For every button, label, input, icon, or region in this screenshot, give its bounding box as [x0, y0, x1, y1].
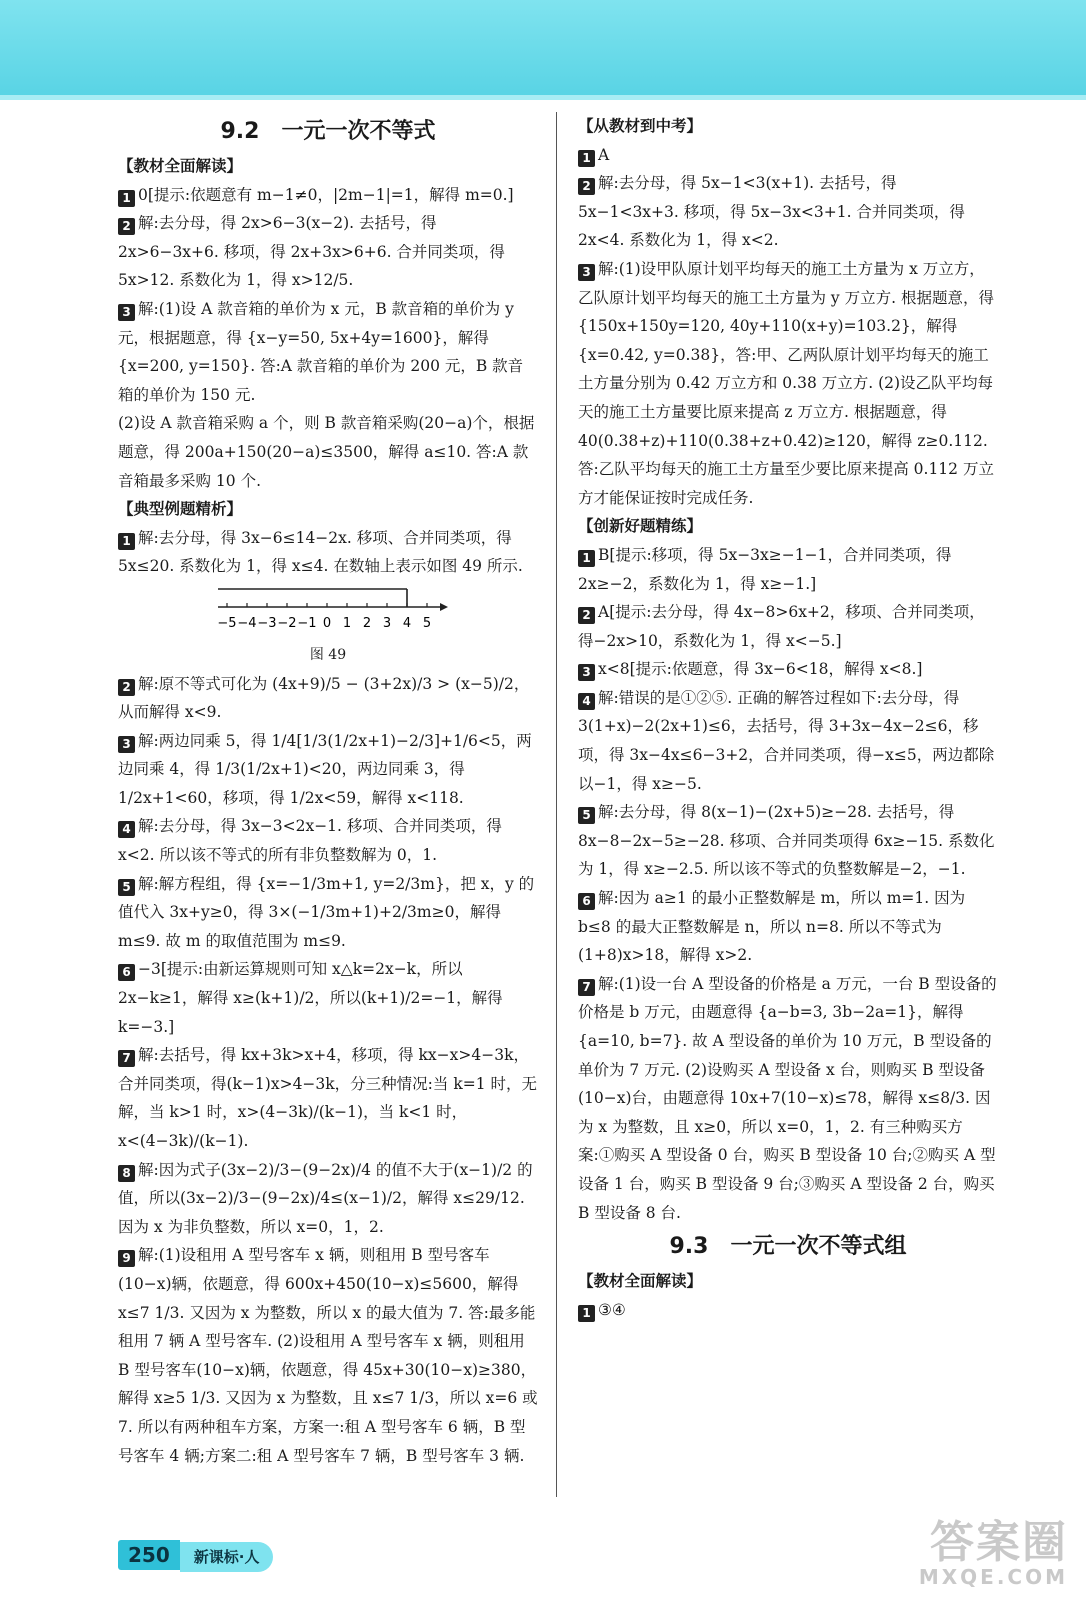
tick-label: −5 [217, 615, 237, 631]
number-badge-icon: 1 [578, 150, 595, 167]
number-badge-icon: 8 [118, 1165, 135, 1182]
number-badge-icon: 3 [578, 664, 595, 681]
tick-label: 2 [362, 615, 372, 631]
answer-item: 2 解:原不等式可化为 (4x+9)/5 − (3+2x)/3 > (x−5)/2，从而解得 x<9. [118, 674, 530, 722]
answer-item: 3 解:(1)设 A 款音箱的单价为 x 元，B 款音箱的单价为 y 元，根据题意，得 {x−y=50, 5x+4y=1600}，解得 {x=200, y=150}. 答:A 款音箱的单价为 200 元，B 款音箱的单价为 150 元. [118, 299, 524, 404]
column-divider [556, 112, 557, 1497]
answer-item: 1 A [578, 141, 998, 170]
answer-item: 4 解:去分母，得 3x−3<2x−1. 移项、合并同类项，得 x<2. 所以该不等式的所有非负整数解为 0，1. [118, 817, 502, 865]
right-column [578, 112, 998, 1324]
answer-item: 8 解:因为式子(3x−2)/3−(9−2x)/4 的值不大于(x−1)/2 的值，所以(3x−2)/3−(9−2x)/4≤(x−1)/2，解得 x≤29/12. 因为 x 为非负整数，所以 x=0，1，2. [118, 1160, 533, 1236]
answer-item: 1 解:去分母，得 3x−6≤14−2x. 移项、合并同类项，得 5x≤20. 系数化为 1，得 x≤4. 在数轴上表示如图 49 所示. [118, 528, 523, 576]
answer-item: 7 解:(1)设一台 A 型设备的价格是 a 万元，一台 B 型设备的价格是 b 万元，由题意得 {a−b=3, 3b−2a=1}，解得 {a=10, b=7}. 故 A 型设备的单价为 10 万元，B 型设备的单价为 7 万元. (2)设购买 A 型设备 x 台，则购买 B 型设备(10−x)台，由题意得 10x+7(10−x)≤78，解得 x≤8/3. 因为 x 为整数，且 x≥0，所以 x=0，1，2. 有三种购买方案:①购买 A 型设备 0 台，购买 B 型设备 10 台;②购买 A 型设备 1 台，购买 B 型设备 9 台;③购买 A 型设备 2 台，购买 B 型设备 8 台. [578, 974, 997, 1222]
answer-item: 3 解:两边同乘 5，得 1/4[1/3(1/2x+1)−2/3]+1/6<5，两边同乘 4，得 1/3(1/2x+1)<20，两边同乘 3，得 1/2x+1<60，移项，得 1/2x<59，解得 x<118. [118, 731, 532, 807]
number-badge-icon: 3 [578, 264, 595, 281]
number-badge-icon: 1 [578, 550, 595, 567]
number-badge-icon: 5 [118, 879, 135, 896]
number-badge-icon: 1 [118, 190, 135, 207]
number-badge-icon: 3 [118, 736, 135, 753]
page-number: 250 [118, 1540, 180, 1570]
figure-caption: 图 49 [309, 646, 347, 663]
tick-label: 4 [402, 615, 412, 631]
subheading-examples: 【典型例题精析】 [118, 500, 243, 519]
number-badge-icon: 5 [578, 807, 595, 824]
answer-item: 1 0[提示:依题意有 m−1≠0，|2m−1|=1，解得 m=0.] [118, 181, 538, 210]
tick-label: 5 [422, 615, 432, 631]
number-badge-icon: 4 [578, 693, 595, 710]
number-badge-icon: 2 [118, 679, 135, 696]
number-badge-icon: 1 [118, 533, 135, 550]
page-footer [118, 1540, 273, 1570]
number-badge-icon: 2 [578, 607, 595, 624]
answer-item: 3 x<8[提示:依题意，得 3x−6<18，解得 x<8.] [578, 655, 998, 684]
subheading-textbook: 【教材全面解读】 [118, 157, 243, 175]
answer-item: 2 解:去分母，得 2x>6−3(x−2). 去括号，得 2x>6−3x+6. 移项，得 2x+3x>6+6. 合并同类项，得 5x>12. 系数化为 1，得 x>12/5. [118, 214, 505, 290]
number-badge-icon: 3 [118, 304, 135, 321]
answer-item: 3 解:(1)设甲队原计划平均每天的施工土方量为 x 万立方，乙队原计划平均每天的施工土方量为 y 万立方. 根据题意，得 {150x+150y=120, 40y+110(x+y)=103.2}，解得 {x=0.42, y=0.38}，答:甲、乙两队原计划平均每天的施工土方量分别为 0.42 万立方和 0.38 万立方. (2)设乙队平均每天的施工土方量要比原来提高 z 万立方. 根据题意，得 40(0.38+z)+110(0.38+z+0.42)≥120，解得 z≥0.112. 答:乙队平均每天的施工土方量至少要比原来提高 0.112 万立方才能保证按时完成任务. [578, 259, 994, 507]
number-badge-icon: 6 [578, 893, 595, 910]
answer-item: 6 解:因为 a≥1 的最小正整数解是 m，所以 m=1. 因为 b≤8 的最大正整数解是 n，所以 n=8. 所以不等式为(1+8)x>18，解得 x>2. [578, 889, 966, 965]
answer-item: 6 −3[提示:由新运算规则可知 x△k=2x−k，所以 2x−k≥1，解得 x≥(k+1)/2，所以(k+1)/2=−1，解得 k=−3.] [118, 960, 503, 1036]
subheading-innovation: 【创新好题精练】 [578, 517, 703, 536]
number-line-svg [208, 587, 448, 635]
number-badge-icon: 1 [578, 1305, 595, 1322]
answer-item: 7 解:去括号，得 kx+3k>x+4，移项，得 kx−x>4−3k，合并同类项，得(k−1)x>4−3k，分三种情况:当 k=1 时，无解，当 k>1 时，x>(4−3k)/(k−1)，当 k<1 时，x<(4−3k)/(k−1). [118, 1046, 537, 1150]
section-title: 9.3 一元一次不等式组 [669, 1234, 907, 1260]
tick-label: −2 [277, 615, 297, 631]
number-badge-icon: 2 [578, 178, 595, 195]
answer-item: 5 解:解方程组，得 {x=−1/3m+1, y=2/3m}，把 x，y 的值代入 3x+y≥0，得 3×(−1/3m+1)+2/3m≥0，解得 m≤9. 故 m 的取值范围为 m≤9. [118, 874, 535, 950]
number-badge-icon: 7 [118, 1050, 135, 1067]
answer-item: 2 A[提示:去分母，得 4x−8>6x+2，移项、合并同类项，得−2x>10，系数化为 1，得 x<−5.] [578, 603, 985, 650]
left-column [118, 112, 538, 1470]
tick-label: 3 [382, 615, 392, 631]
answer-item: 2 解:去分母，得 5x−1<3(x+1). 去括号，得 5x−1<3x+3. 移项，得 5x−3x<3+1. 合并同类项，得 2x<4. 系数化为 1，得 x<2. [578, 174, 965, 250]
number-line-figure [118, 587, 538, 635]
tick-label: −1 [297, 615, 317, 631]
answer-item: 4 解:错误的是①②⑤. 正确的解答过程如下:去分母，得 3(1+x)−2(2x+1)≤6，去括号，得 3+3x−4x−2≤6，移项，得 3x−4x≤6−3+2，合并同类项，得−x≤5，两边都除以−1，得 x≥−5. [578, 688, 995, 793]
answer-item: 9 解:(1)设租用 A 型号客车 x 辆，则租用 B 型号客车(10−x)辆，依题意，得 600x+450(10−x)≤5600，解得 x≤7 1/3. 又因为 x 为整数，所以 x 的最大值为 7. 答:最多能租用 7 辆 A 型号客车. (2)设租用 A 型号客车 x 辆，则租用 B 型号客车(10−x)辆，依题意，得 45x+30(10−x)≥380，解得 x≥5 1/3. 又因为 x 为整数，且 x≤7 1/3，所以 x=6 或 7. 所以有两种租车方案，方案一:租 A 型号客车 6 辆，B 型号客车 4 辆;方案二:租 A 型号客车 7 辆，B 型号客车 3 辆. [118, 1246, 538, 1465]
number-badge-icon: 6 [118, 964, 135, 981]
tick-label: −4 [237, 615, 257, 631]
number-badge-icon: 7 [578, 979, 595, 996]
answer-item: 1 ③④ [578, 1296, 998, 1325]
tick-label: −3 [257, 615, 277, 631]
number-badge-icon: 2 [118, 218, 135, 235]
number-badge-icon: 9 [118, 1250, 135, 1267]
answer-item: 5 解:去分母，得 8(x−1)−(2x+5)≥−28. 去括号，得 8x−8−2x−5≥−28. 移项、合并同类项得 6x≥−15. 系数化为 1，得 x≥−2.5. 所以该不等式的负整数解是−2，−1. [578, 803, 995, 879]
watermark-url: MXQE.COM [918, 1565, 1068, 1589]
watermark-logo [918, 1517, 1068, 1589]
tick-label: 1 [342, 615, 352, 631]
number-badge-icon: 4 [118, 821, 135, 838]
top-color-band [0, 0, 1086, 100]
answer-item: (2)设 A 款音箱采购 a 个，则 B 款音箱采购(20−a)个，根据题意，得 200a+150(20−a)≤3500，解得 a≤10. 答:A 款音箱最多采购 10 个. [118, 414, 535, 490]
subheading-textbook: 【教材全面解读】 [578, 1272, 703, 1291]
series-label: 新课标·人 [180, 1542, 274, 1572]
section-title: 9.2 一元一次不等式 [220, 119, 436, 144]
answer-item: 1 B[提示:移项，得 5x−3x≥−1−1，合并同类项，得 2x≥−2，系数化为 1，得 x≥−1.] [578, 545, 952, 593]
watermark-text: 答案圈 [930, 1517, 1068, 1568]
subheading-exam: 【从教材到中考】 [578, 117, 703, 135]
tick-label: 0 [322, 615, 332, 631]
